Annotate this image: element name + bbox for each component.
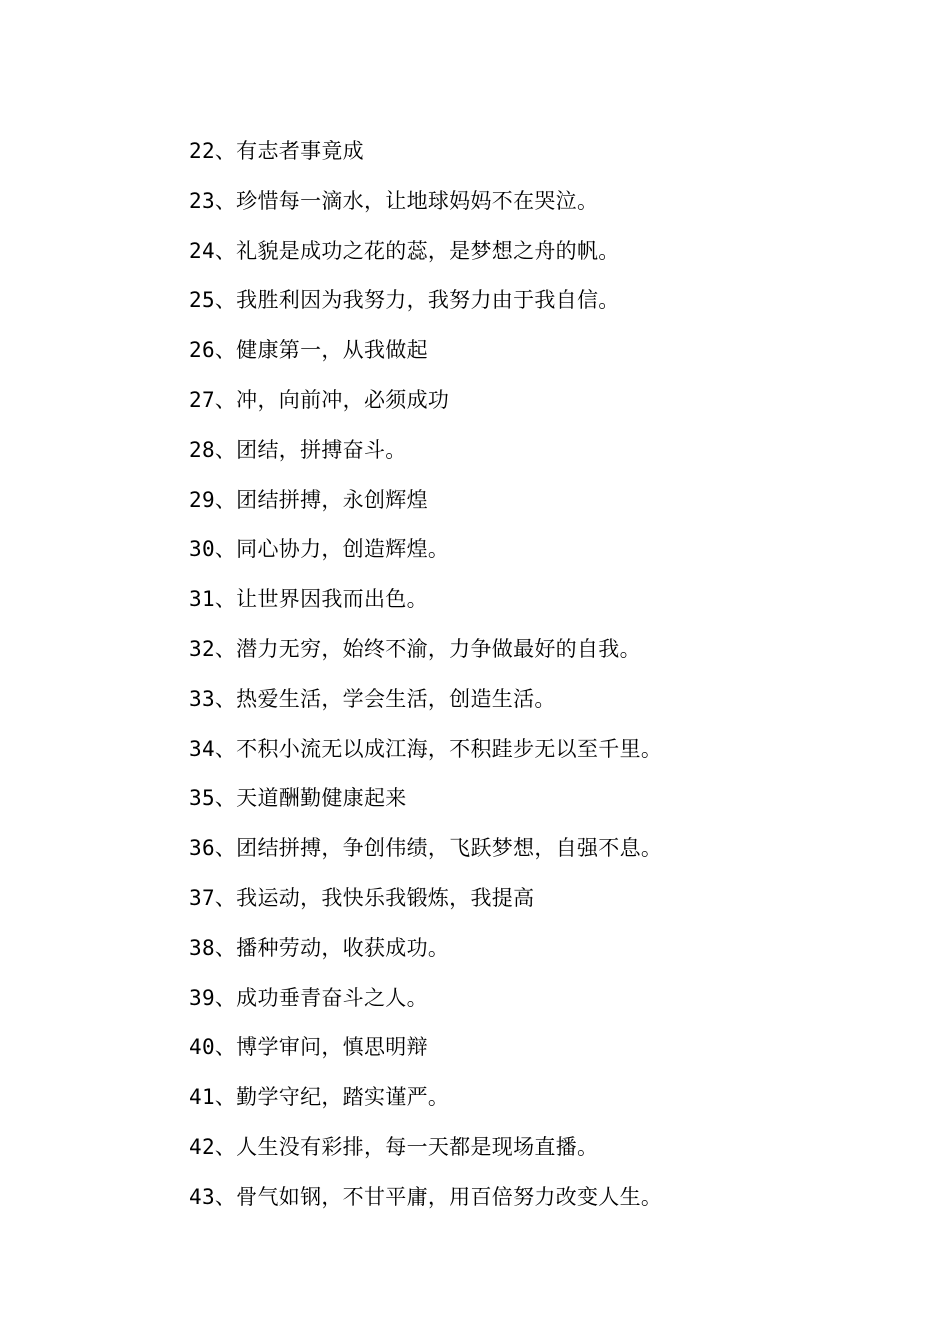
- list-item: 31、让世界因我而出色。: [189, 587, 428, 612]
- list-item: 32、潜力无穷，始终不渝，力争做最好的自我。: [189, 636, 641, 661]
- list-item: 37、我运动，我快乐我锻炼，我提高: [189, 885, 535, 910]
- list-item: 25、我胜利因为我努力，我努力由于我自信。: [189, 288, 620, 313]
- list-item: 30、同心协力，创造辉煌。: [189, 537, 450, 562]
- list-item: 27、冲，向前冲，必须成功: [189, 387, 450, 412]
- list-item: 34、不积小流无以成江海，不积跬步无以至千里。: [189, 736, 663, 761]
- list-item: 33、热爱生活，学会生活，创造生活。: [189, 686, 556, 711]
- list-item: 29、团结拼搏，永创辉煌: [189, 487, 428, 512]
- list-item: 41、勤学守纪，踏实谨严。: [189, 1085, 450, 1110]
- list-item: 23、珍惜每一滴水，让地球妈妈不在哭泣。: [189, 188, 599, 213]
- slogan-list: [189, 134, 662, 1230]
- list-item: 24、礼貌是成功之花的蕊，是梦想之舟的帆。: [189, 238, 620, 263]
- list-item: 38、播种劳动，收获成功。: [189, 935, 450, 960]
- list-item: 39、成功垂青奋斗之人。: [189, 985, 428, 1010]
- list-item: 22、有志者事竟成: [189, 139, 364, 163]
- list-item: 35、天道酬勤健康起来: [189, 786, 407, 811]
- list-item: 26、健康第一，从我做起: [189, 338, 428, 363]
- list-item: 28、团结，拼搏奋斗。: [189, 437, 407, 462]
- list-item: 36、团结拼搏，争创伟绩，飞跃梦想，自强不息。: [189, 836, 663, 861]
- list-item: 43、骨气如钢，不甘平庸，用百倍努力改变人生。: [189, 1184, 663, 1209]
- list-item: 42、人生没有彩排，每一天都是现场直播。: [189, 1134, 599, 1159]
- list-item: 40、博学审问，慎思明辩: [189, 1035, 428, 1060]
